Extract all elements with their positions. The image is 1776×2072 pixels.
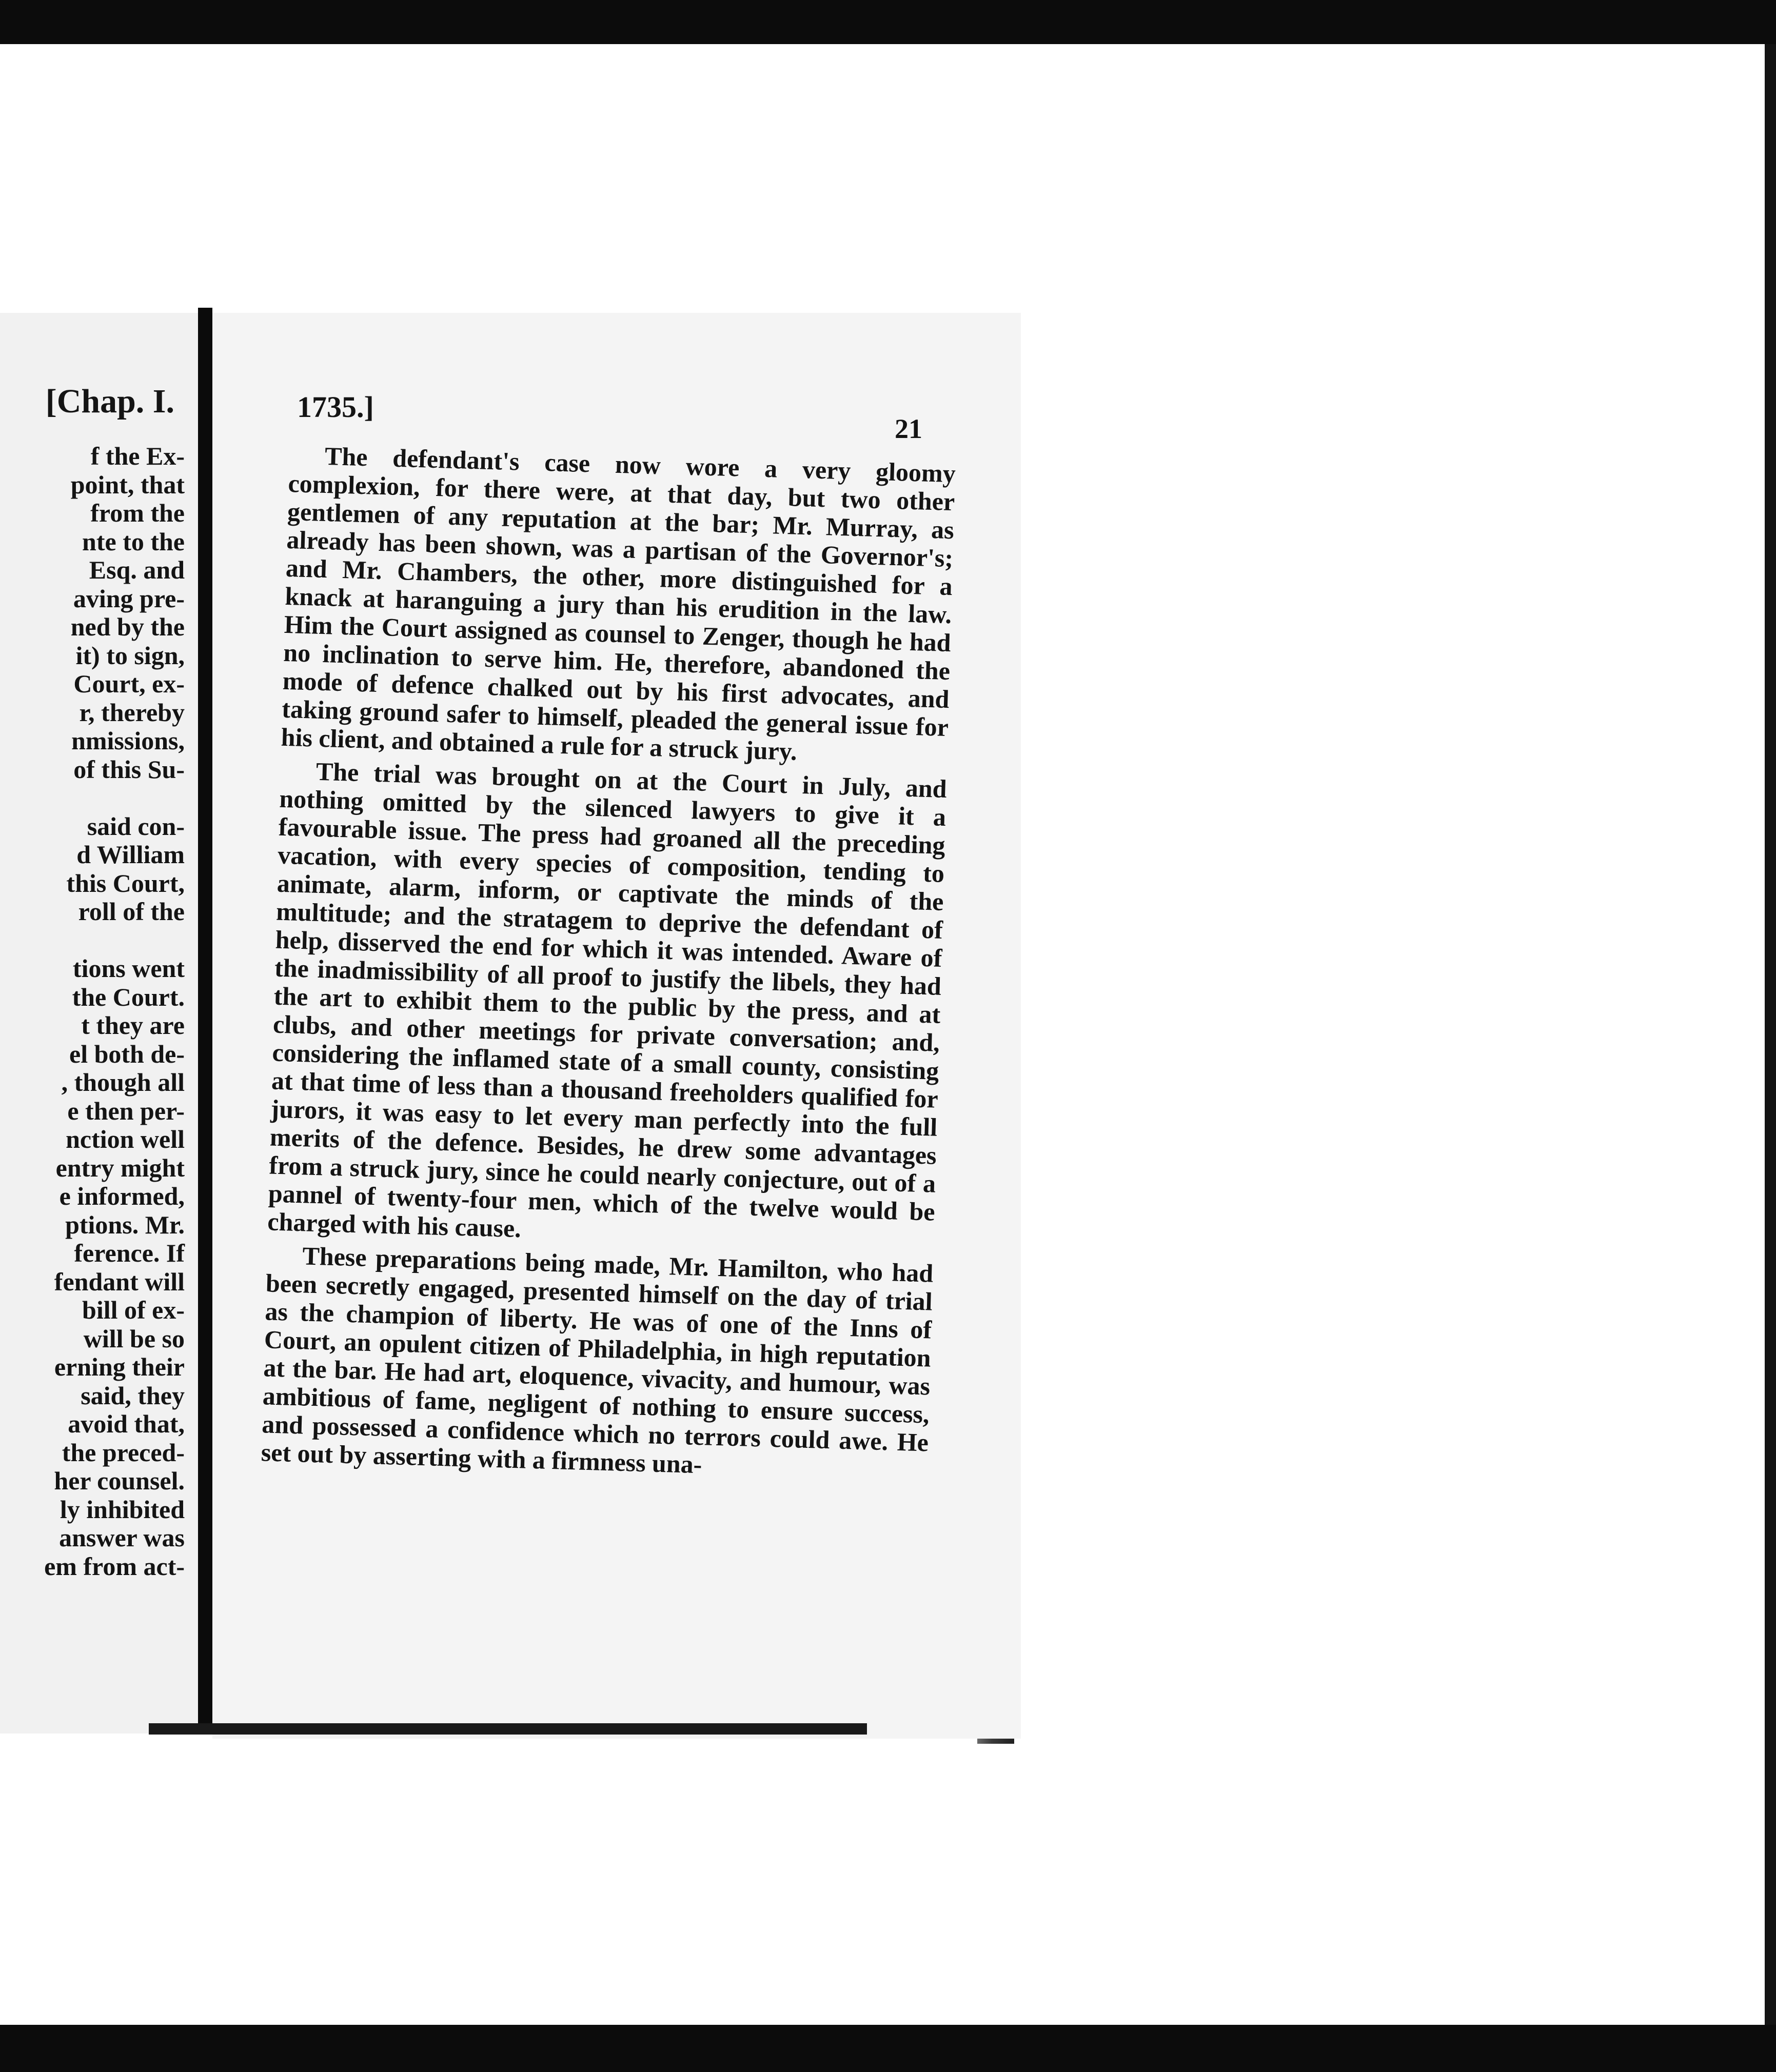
left-page-line: nction well	[66, 1125, 185, 1153]
left-page-header: [Chap. I.	[45, 383, 174, 420]
left-page-line: the preced-	[62, 1438, 185, 1467]
left-page-line: ptions. Mr.	[65, 1210, 185, 1239]
book-spine	[198, 308, 212, 1728]
running-head: 1735.]	[297, 390, 374, 424]
left-page-line: erning their	[54, 1352, 185, 1381]
left-page-line: roll of the	[78, 897, 185, 926]
page-shadow	[149, 1723, 867, 1735]
left-page-line: this Court,	[66, 868, 185, 898]
left-page-line: aving pre-	[73, 584, 185, 613]
body-text	[261, 441, 956, 1490]
page-number: 21	[895, 413, 922, 444]
left-page-line: avoid that,	[68, 1409, 185, 1438]
scan-border-gap	[0, 44, 1776, 50]
left-page-line: answer was	[59, 1523, 185, 1552]
left-page-line: f the Ex-	[90, 442, 185, 470]
right-page	[212, 313, 1021, 1739]
left-page-line: it) to sign,	[75, 641, 185, 670]
left-page-line: Esq. and	[89, 555, 185, 584]
left-page-line: entry might	[55, 1153, 185, 1182]
left-page-line: r, thereby	[79, 698, 185, 727]
left-page-line: fendant will	[54, 1267, 185, 1296]
left-page-line: d William	[76, 840, 185, 869]
paragraph: The trial was brought on at the Court in July, and nothing omitted by the silenced lawyers to give it a favourable issue. The press had groaned all the preceding vacation, with every species of composition, tending to animate, alarm, inform, or captivate the minds of the multitude; and the stratagem to deprive the defendant of help, disserved the end for which it was intended. Aware of the inadmissibility of all proof to justify the libels, they had the art to exhibit them to the public by the press, and at clubs, and other meetings for private conversation; and, considering the inflamed state of a small county, consisting at that time of less than a thousand freeholders qualified for jurors, it was easy to let every man perfectly into the full merits of the defence. Besides, he drew some advantages from a struck jury, since he could nearly conjecture, out of a pannel of twenty-four men, which of the twelve would be charged with his cause.	[267, 756, 948, 1243]
left-page-line: nmissions,	[71, 726, 185, 755]
left-page-line: will be so	[83, 1324, 185, 1353]
left-page-line: t they are	[81, 1011, 185, 1040]
scan-border-right	[1765, 44, 1776, 2025]
left-page-line: the Court.	[72, 982, 185, 1011]
left-page-line: her counsel.	[54, 1466, 185, 1495]
left-page-line: from the	[90, 499, 185, 527]
paragraph: These preparations being made, Mr. Hamilton, who had been secretly engaged, presented himself on the day of trial as the champion of liberty. He was of one of the Inns of Court, an opulent citizen of Philadelphia, in high reputation at the bar. He had art, eloquence, vivacity, and humour, was ambitious of fame, negligent of nothing to ensure success, and possessed a confidence which no terrors could awe. He set out by asserting with a firmness una-	[261, 1241, 934, 1479]
left-page-line: tions went	[72, 954, 185, 983]
left-page-line: , though all	[61, 1068, 185, 1097]
left-page	[0, 313, 200, 1734]
left-page-line: said con-	[87, 811, 185, 841]
left-page-line: e informed,	[59, 1182, 185, 1210]
left-page-line: el both de-	[69, 1039, 185, 1068]
left-page-line: bill of ex-	[82, 1296, 185, 1324]
left-page-line: ned by the	[70, 612, 185, 641]
left-page-line: ference. If	[74, 1239, 185, 1267]
left-page-line: Court, ex-	[73, 669, 185, 698]
left-page-line: nte to the	[82, 527, 185, 556]
left-page-line: em from act-	[44, 1551, 185, 1581]
paragraph: The defendant's case now wore a very gloomy complexion, for there were, at that day, but two other gentlemen of any reputation at the bar; Mr. Murray, as already has been shown, was a partisan of the Governor's; and Mr. Chambers, the other, more distinguished for a knack at haranguing a jury than his erudition in the law. Him the Court assigned as counsel to Zenger, though he had no inclination to serve him. He, therefore, abandoned the mode of defence chalked out by his first advocates, and taking ground safer to himself, pleaded the general issue for his client, and obtained a rule for a struck jury.	[281, 441, 956, 766]
scan-border-bottom	[0, 2025, 1776, 2072]
left-page-line: e then per-	[67, 1096, 185, 1125]
left-page-line: of this Su-	[73, 754, 185, 784]
left-page-line: point, that	[70, 470, 185, 499]
left-page-line: ly inhibited	[60, 1495, 185, 1524]
scan-border-top	[0, 0, 1776, 44]
left-page-line: said, they	[81, 1381, 185, 1410]
